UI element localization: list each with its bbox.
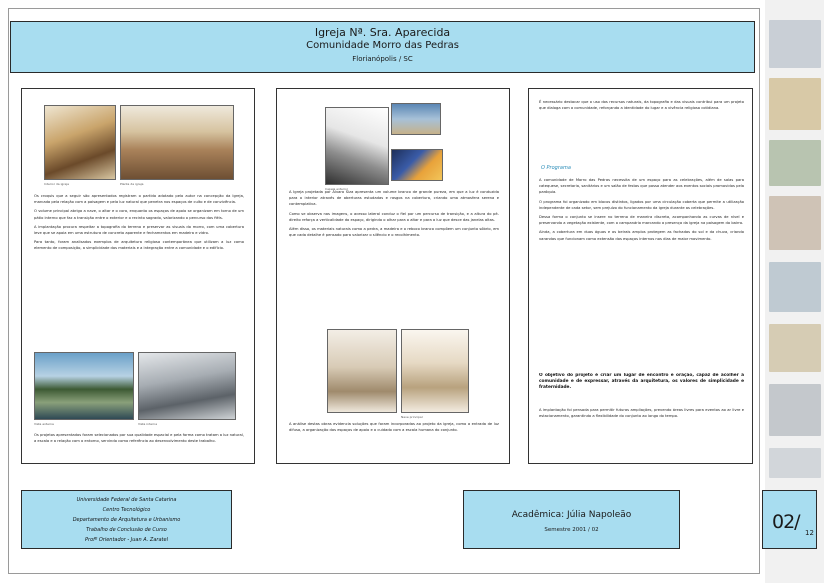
altar-photo	[401, 329, 469, 413]
photo-caption: Vista externa	[34, 422, 54, 426]
paragraph: O volume principal abriga a nave, o altar e o coro, enquanto os espaços de apoio se organizam em torno de um pátio interno que faz a transição entre o exterior e o recinto sagrado, valorizando o percurso dos fiéis.	[34, 209, 244, 220]
exterior-lake-photo	[34, 352, 134, 420]
interior-bw-photo	[138, 352, 236, 420]
semester-label: Semestre 2001 / 02	[544, 527, 599, 533]
photo-caption: Planta da igreja	[120, 182, 144, 186]
institution-box	[21, 490, 232, 549]
curved-wall-photo	[325, 107, 389, 185]
paragraph: O programa foi organizado em blocos distintos, ligados por uma circulação coberta que permite a utilização independente de cada setor, sem prejuízo do funcionamento da igreja durante as celebrações.	[539, 199, 744, 210]
section-heading: O Programa	[541, 165, 571, 171]
location-label: Florianópolis / SC	[352, 55, 413, 63]
body-text	[539, 177, 744, 367]
page-title: Igreja Nª. Sra. Aparecida	[314, 26, 451, 39]
advisor-line: Profº Orientador - Juan A. Zaratel	[85, 537, 168, 543]
title-header	[10, 21, 755, 73]
church-pews-photo	[120, 105, 234, 180]
closing-text: A implantação foi pensada para permitir futuras ampliações, prevendo áreas livres para eventos ao ar livre e estacionamento, garantindo a flexibilidade do conjunto ao longo do tempo.	[539, 408, 744, 419]
photo-caption: Interior da igreja	[44, 182, 70, 186]
institution-line: Universidade Federal de Santa Catarina	[76, 497, 177, 503]
institution-line: Departamento de Arquitetura e Urbanismo	[72, 517, 181, 523]
page-subtitle: Comunidade Morro das Pedras	[306, 40, 459, 51]
highlight-text: O objetivo do projeto é criar um lugar de encontro e oração, capaz de acolher a comunidade e de expressar, através da arquitetura, os valores de simplicidade e fraternidade.	[539, 373, 744, 391]
author-name: Acadêmica: Júlia Napoleão	[511, 510, 632, 520]
chapel-sunset-photo	[391, 149, 443, 181]
paragraph: Dessa forma o conjunto se insere no terreno de maneira discreta, acompanhando as curvas de nível e preservando a vegetação existente, com o campanário marcando a presença da igreja na paisagem do bairro.	[539, 215, 744, 226]
paragraph: Além disso, os materiais naturais como a pedra, a madeira e o reboco branco compõem um conjunto sóbrio, em que cada detalhe é pensado para valorizar o silêncio e o recolhimento.	[289, 227, 499, 238]
paragraph: Como se observa nas imagens, o acesso lateral conduz o fiel por um percurso de transição, e a altura do pé-direito reforça a verticalidade do espaço, dirigindo o olhar para o altar e para a luz que desce das janelas altas.	[289, 211, 499, 222]
author-box	[463, 490, 680, 549]
paragraph: Ainda, a cobertura em duas águas e os beirais amplos protegem as fachadas do sol e da chuva, criando varandas que funcionam como extensão dos espaços internos nos dias de maior movimento.	[539, 230, 744, 241]
thumbnail[interactable]	[769, 78, 821, 130]
thumbnail[interactable]	[769, 262, 821, 312]
bottom-text: Os projetos apresentados foram selecionados por sua qualidade espacial e pela forma como tratam a luz natural, a escala e a relação com o entorno, servindo como referência ao desenvolvimento deste trabalho.	[34, 433, 244, 444]
thumbnail[interactable]	[769, 324, 821, 372]
content-panel-right	[528, 88, 753, 464]
photo-caption: Capela exterior	[325, 187, 349, 191]
church-interior-photo	[44, 105, 116, 180]
intro-text: É necessário destacar que o uso dos recursos naturais, da topografia e das visuais contribui para um projeto que dialoga com a comunidade, reforçando a identidade do lugar e a vivência religiosa cotidiana.	[539, 100, 744, 111]
photo-caption: Vista interna	[138, 422, 158, 426]
institution-line: Trabalho de Conclusão de Curso	[86, 527, 167, 533]
photo-caption: Nave principal	[401, 415, 423, 419]
thumbnail[interactable]	[769, 384, 821, 436]
thumbnail[interactable]	[769, 140, 821, 186]
thumbnail[interactable]	[769, 20, 821, 68]
institution-line: Centro Tecnológico	[102, 507, 151, 513]
bottom-text: A análise destas obras evidencia soluções que foram incorporadas ao projeto da igreja, como a entrada de luz difusa, a organização dos espaços de apoio e o cuidado com a escala humana do conjunto.	[289, 422, 499, 433]
page-number-box	[762, 490, 817, 549]
coastal-view-photo	[391, 103, 441, 135]
thumbnail[interactable]	[769, 196, 821, 250]
body-text	[289, 189, 499, 327]
content-panel-left	[21, 88, 255, 464]
paragraph: Para tanto, foram analisados exemplos de arquitetura religiosa contemporânea que utilizam a luz como elemento de composição, a simplicidade dos materiais e a integração entre a comunidade e o edifício.	[34, 240, 244, 251]
page-total: 12	[805, 529, 814, 537]
content-panel-center	[276, 88, 510, 464]
thumbnail[interactable]	[769, 448, 821, 478]
page-number: 02/	[772, 511, 800, 533]
paragraph: A implantação procura respeitar a topografia do terreno e preservar as visuais do morro, com uma cobertura leve que se apoia em uma estrutura de concreto aparente e fechamentos em madeira e vidro.	[34, 224, 244, 236]
paragraph: A comunidade de Morro das Pedras necessita de um espaço para as celebrações, além de salas para catequese, secretaria, sanitários e um salão de festas que possa atender aos eventos sociais promovidos pela paróquia.	[539, 178, 744, 195]
white-nave-photo	[327, 329, 397, 413]
paragraph: Os croquis que a seguir são apresentados registram o partido adotado pelo autor na concepção da Igreja, marcada pela relação com a paisagem e pela luz natural que penetra nos espaços de culto e de convivência.	[34, 194, 244, 205]
paragraph: A Igreja projetada por Álvaro Siza apresenta um volume branco de grande pureza, em que a luz é conduzida para o interior através de aberturas estudadas e rasgos na cobertura, criando uma atmosfera serena e contemplativa.	[289, 190, 499, 207]
body-text	[34, 193, 244, 343]
